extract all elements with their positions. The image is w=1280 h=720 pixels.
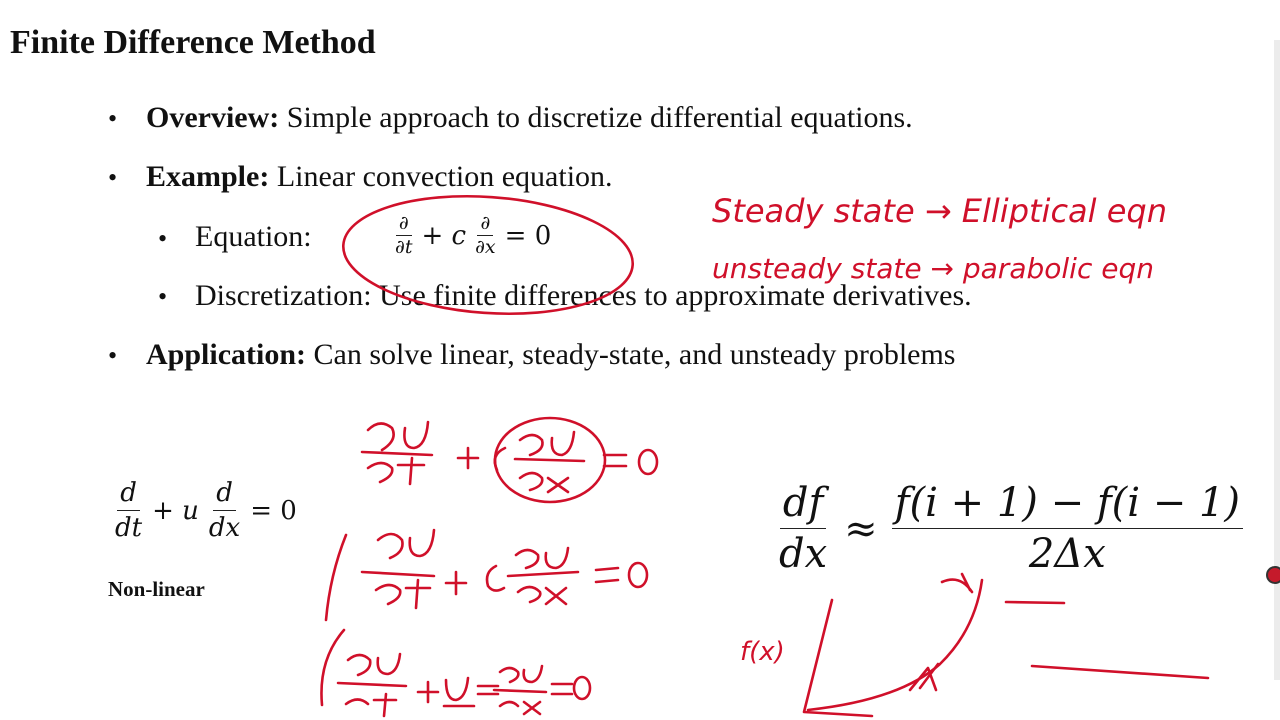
d-dt-fraction: $\frac{d}{dt}$ [115,478,143,543]
equals-zero: = 0 [250,495,297,526]
laser-pointer-dot [1266,566,1280,584]
bullet-overview [146,103,913,133]
df-dx-fraction: $\frac{df}{dx}$ [779,480,828,577]
circle-mark [495,418,605,502]
handwritten-equation-2 [326,530,647,620]
equals-zero: = 0 [504,220,552,251]
plus-u: + u [152,495,199,526]
application-lead: Application: [146,338,307,371]
handwritten-equation-1 [362,418,657,502]
sketch-fx-label: f(x) [740,637,785,667]
annotation-steady-state: Steady state → Elliptical eqn [712,192,1167,230]
central-difference-formula [776,480,1243,577]
slide-title: Finite Difference Method [10,24,376,61]
overview-lead: Overview: [146,101,280,134]
right-edge-bar [1274,40,1280,680]
bullet-example [146,162,613,192]
approx-sign: ≈ [844,505,878,552]
overview-text: Simple approach to discretize differential equations. [279,101,913,134]
partial-t-fraction: $\frac{\partial}{\partial t}$ [395,212,413,258]
sub-bullet-dot: • [158,224,168,253]
example-lead: Example: [146,160,270,193]
example-text: Linear convection equation. [269,160,613,193]
difference-fraction: $\frac{f(i + 1) - f(i - 1)}{2\Delta x}$ [892,480,1243,577]
d-dx-fraction: $\frac{d}{dx}$ [208,478,241,543]
handwritten-equation-3 [321,630,590,716]
nonlinear-equation [112,478,297,543]
function-sketch [740,574,1208,716]
convection-equation [392,214,551,257]
partial-x-fraction: $\frac{\partial}{\partial x}$ [475,212,496,258]
sub-bullet-dot: • [158,282,168,311]
sub-bullet-equation-label: Equation: [195,220,312,253]
bullet-dot: • [108,341,118,370]
bullet-dot: • [108,104,118,133]
nonlinear-label: Non-linear [108,577,205,601]
plus-c: + c [421,220,467,251]
application-text: Can solve linear, steady-state, and unsteady problems [306,338,956,371]
bullet-dot: • [108,163,118,192]
sub-bullet-discretization: Discretization: Use finite differences to approximate derivatives. [195,279,972,312]
annotation-unsteady-state: unsteady state → parabolic eqn [712,252,1154,285]
bullet-application [146,340,955,370]
